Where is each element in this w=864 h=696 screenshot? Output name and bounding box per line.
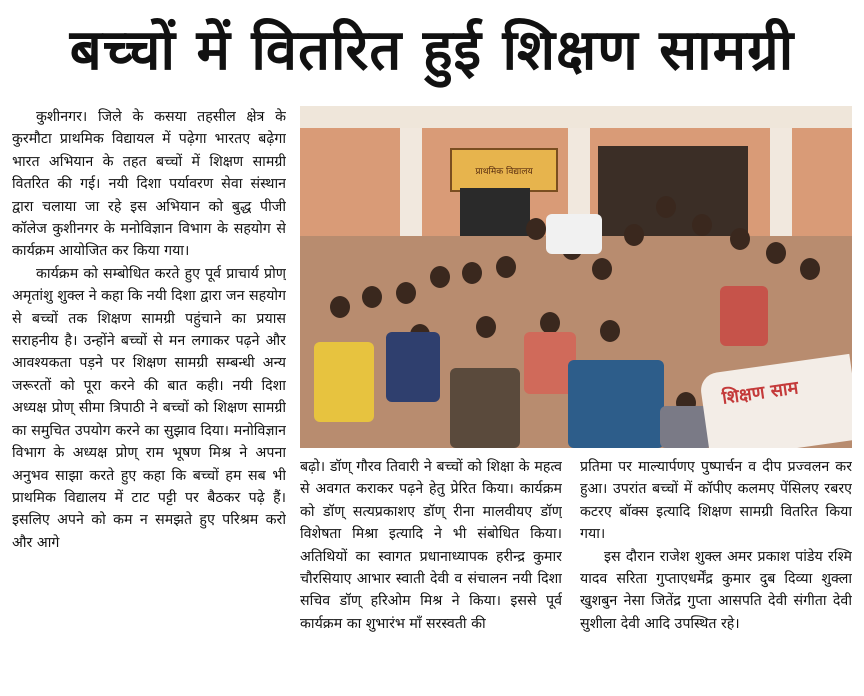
window-grille (460, 188, 530, 236)
person-head (496, 256, 516, 278)
person-head (430, 266, 450, 288)
person-head (362, 286, 382, 308)
person-head (800, 258, 820, 280)
paragraph-3: बढ़ो। डॉण् गौरव तिवारी ने बच्चों को शिक्षा के महत्व से अवगत कराकर पढ़ने हेतु प्रेरित किया। कार्यक्रम को डॉण् सत्यप्रकाशए डॉण् रीना मालवीयए डॉण् विशेषता मिश्रा इत्यादि ने भी संबोधित किया। अतिथियों का स्वागत प्रधानाध्यापक हरीन्द्र कुमार चौरसियाए आभार स्वाती देवी व संचालन नयी दिशा सचिव डॉण् हरिओम मिश्र ने किया। इससे पूर्व कार्यक्रम का शुभारंभ माँ सरस्वती की (300, 459, 562, 632)
event-photo (300, 106, 852, 448)
person-head (692, 214, 712, 236)
student-shirt (386, 332, 440, 402)
paragraph-4: प्रतिमा पर माल्यार्पणए पुष्पार्चन व दीप प्रज्वलन कर हुआ। उपरांत बच्चों में कॉपीए कलमए पेंसिलए रबरए कटरए बॉक्स इत्यादि शिक्षण सामग्री वितरित किया गया। (580, 459, 852, 543)
person-head (462, 262, 482, 284)
person-head (330, 296, 350, 318)
article-column-1 (12, 106, 286, 676)
person-head (540, 312, 560, 334)
person-head (766, 242, 786, 264)
article-column-2 (300, 456, 562, 676)
student-shirt (450, 368, 520, 448)
person-head (592, 258, 612, 280)
teacher-saree (568, 360, 664, 448)
person-head (396, 282, 416, 304)
school-name-board: प्राथमिक विद्यालय (450, 148, 558, 192)
person-head (600, 320, 620, 342)
person-head (624, 224, 644, 246)
paragraph-5: इस दौरान राजेश शुक्ल अमर प्रकाश पांडेय रश्मि यादव सरिता गुप्ताएधर्मेंद्र कुमार दुब दिव्या शुक्ला खुशबुन नेसा जितेंद्र गुप्ता आसपति देवी संगीता देवी सुशीला देवी आदि उपस्थित रहे। (580, 548, 852, 632)
student-shirt (720, 286, 768, 346)
person-head (656, 196, 676, 218)
paragraph-2: कार्यक्रम को सम्बोधित करते हुए पूर्व प्राचार्य प्रोण् अमृतांशु शुक्ल ने कहा कि नयी दिशा द्वारा जन सहयोग से बच्चों तक शिक्षण सामग्री पहुंचाने का प्रयास सराहनीय है। उन्होंने बच्चों से मन लगाकर पढ़ने और आवश्यकता पड़ने पर शिक्षण सामग्री सम्बन्धी अन्य जरूरतों को पूरा करने की बात कही। नयी दिशा अध्यक्ष प्रोण् सीमा त्रिपाठी ने बच्चों को शिक्षण सामग्री का समुचित उपयोग करने का सुझाव दिया। मनोविज्ञान विभाग के अध्यक्ष प्रोण् राम भूषण मिश्र ने अपना अनुभव साझा करते हुए कहा कि बच्चों हम सब भी प्राथमिक विद्यालय में टाट पट्टी पर बैठकर पढ़े हैं। इसलिए अपने को कम न समझते हुए परिश्रम करो और आगे (12, 265, 286, 551)
paragraph-1: कुशीनगर। जिले के कसया तहसील क्षेत्र के कुरमौटा प्राथमिक विद्यायल में पढ़ेगा भारतए बढ़ेगा भारत अभियान के तहत बच्चों में शिक्षण सामग्री वितरित की गई। नयी दिशा पर्यावरण सेवा संस्थान द्वारा चलाया जा रहे इस अभियान को बुद्ध पीजी कॉलेज कुशीनगर के मनोविज्ञान विभाग के सहयोग से कार्यक्रम आयोजित कर किया गया। (12, 109, 286, 260)
roof-edge (300, 106, 852, 128)
banner-text: शिक्षण साम (720, 377, 800, 409)
student-shirt (314, 342, 374, 422)
person-head (730, 228, 750, 250)
article-column-3 (580, 456, 852, 676)
person-head (526, 218, 546, 240)
person-head (476, 316, 496, 338)
adult-shirt (546, 214, 602, 254)
headline: बच्चों में वितरित हुई शिक्षण सामग्री (69, 18, 795, 83)
